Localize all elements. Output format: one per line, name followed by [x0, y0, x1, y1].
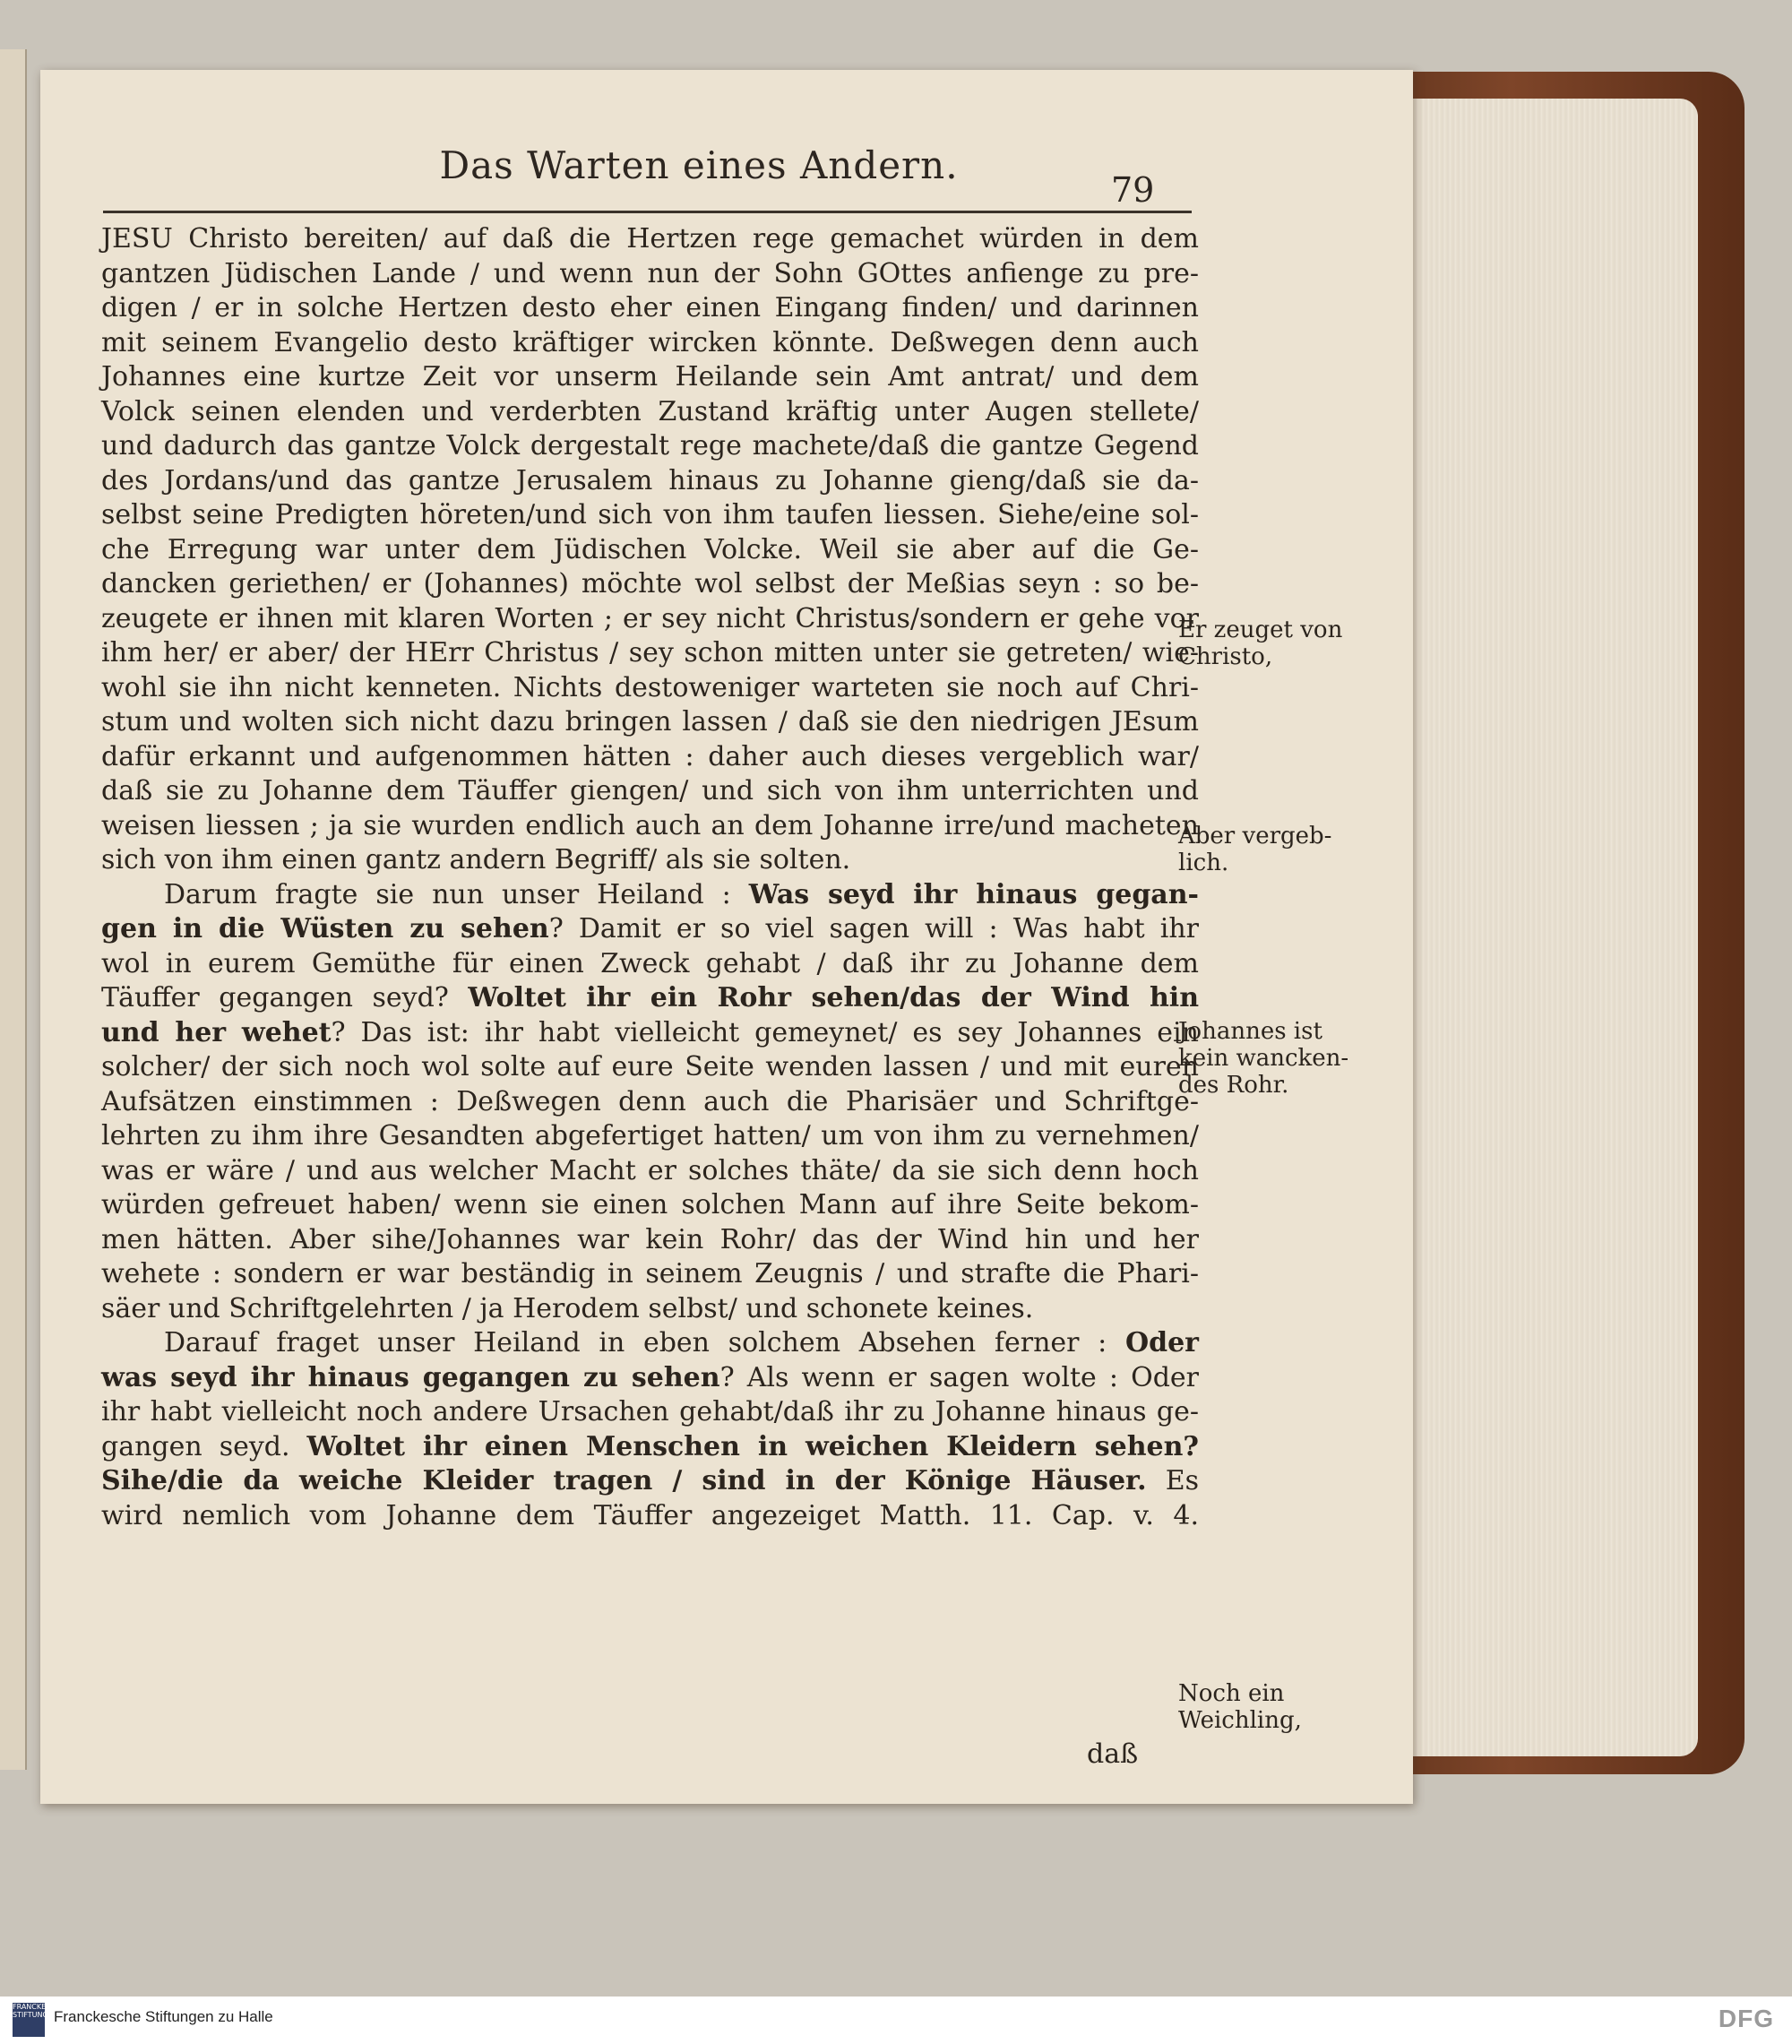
text-line: solcher/ der sich noch wol solte auf eure Seite wenden lassen / und mit euren [101, 1051, 1199, 1082]
text-line: Täuffer gegangen seyd? Woltet ihr ein Rohr sehen/das der Wind hin [101, 982, 1200, 1013]
text-line: Volck seinen elenden und verderbten Zustand kräftig unter Augen stellete/ [101, 395, 1199, 427]
margin-note: Er zeuget von Christo, [1178, 617, 1343, 670]
text-line: stum und wolten sich nicht dazu bringen lassen / daß sie den niedrigen JEsum [101, 706, 1199, 737]
margin-note: Noch ein Weichling, [1178, 1680, 1302, 1734]
text-line: wehete : sondern er war beständig in seinem Zeugnis / und strafte die Phari- [101, 1258, 1199, 1289]
text-line: dafür erkannt und aufgenommen hätten : daher auch dieses vergeblich war/ [101, 740, 1199, 772]
text-line: dancken geriethen/ er (Johannes) möchte wol selbst der Meßias seyn : so be- [101, 568, 1199, 599]
page-block-edges [1402, 99, 1698, 1756]
facing-page-edge [0, 49, 27, 1770]
text-line: was er wäre / und aus welcher Macht er solches thäte/ da sie sich denn hoch [101, 1154, 1199, 1186]
text-line: des Jordans/und das gantze Jerusalem hinaus zu Johanne gieng/daß sie da- [101, 464, 1199, 496]
text-line: wohl sie ihn nicht kenneten. Nichts destoweniger warteten sie noch auf Chri- [101, 671, 1199, 703]
text-line: gantzen Jüdischen Lande / und wenn nun der Sohn GOttes anfienge zu pre- [101, 257, 1199, 289]
text-line: Johannes eine kurtze Zeit vor unserm Heilande sein Amt antrat/ und dem [101, 361, 1199, 392]
text-line: selbst seine Predigten höreten/und sich von ihm taufen liessen. Siehe/eine sol- [101, 499, 1199, 530]
text-line: digen / er in solche Hertzen desto eher einen Eingang finden/ und darinnen [101, 292, 1199, 323]
institution-name[interactable]: Franckesche Stiftungen zu Halle [54, 2008, 273, 2025]
viewer-footer [0, 1997, 1792, 2044]
page-number: 79 [1111, 170, 1155, 210]
text-line: gangen seyd. Woltet ihr einen Menschen in weichen Kleidern sehen? [101, 1430, 1199, 1462]
body-text [101, 222, 1199, 1533]
text-line: ihm her/ er aber/ der HErr Christus / sey schon mitten unter sie getreten/ wie- [101, 637, 1199, 668]
text-line: lehrten zu ihm ihre Gesandten abgefertiget hatten/ um von ihm zu vernehmen/ [101, 1120, 1199, 1151]
text-line: daß sie zu Johanne dem Täuffer giengen/ und sich von ihm unterrichten und [101, 775, 1199, 806]
margin-note: Johannes ist kein wancken-des Rohr. [1178, 1018, 1349, 1099]
running-header: Das Warten eines Andern. [439, 143, 959, 187]
text-line: Sihe/die da weiche Kleider tragen / sind in der Könige Häuser. Es [101, 1465, 1199, 1496]
text-line: JESU Christo bereiten/ auf daß die Hertzen rege gemachet würden in dem [101, 223, 1199, 254]
text-line: che Erregung war unter dem Jüdischen Volcke. Weil sie aber auf die Ge- [101, 533, 1199, 565]
text-line: wol in eurem Gemüthe für einen Zweck gehabt / daß ihr zu Johanne dem [101, 947, 1199, 979]
book-page [40, 70, 1413, 1804]
text-line: Darauf fraget unser Heiland in eben solchem Absehen ferner : Oder [164, 1327, 1199, 1358]
text-line: gen in die Wüsten zu sehen? Damit er so viel sagen will : Was habt ihr [101, 913, 1200, 944]
text-line: wird nemlich vom Johanne dem Täuffer angezeiget Matth. 11. Cap. v. 4. [101, 1499, 1199, 1531]
catchword: daß [1087, 1738, 1139, 1770]
text-line: was seyd ihr hinaus gegangen zu sehen? Als wenn er sagen wolte : Oder [101, 1361, 1199, 1393]
institution-logo-icon[interactable]: FRANCKESCHE STIFTUNGEN [13, 2003, 45, 2037]
text-line: säer und Schriftgelehrten / ja Herodem selbst/ und schonete keines. [101, 1292, 1034, 1324]
text-line: Darum fragte sie nun unser Heiland : Was seyd ihr hinaus gegan- [164, 878, 1200, 910]
text-line: men hätten. Aber sihe/Johannes war kein Rohr/ das der Wind hin und her [101, 1223, 1199, 1255]
dfg-logo[interactable]: DFG [1718, 2005, 1774, 2032]
text-line: sich von ihm einen gantz andern Begriff/ als sie solten. [101, 844, 851, 875]
text-line: weisen liessen ; ja sie wurden endlich auch an dem Johanne irre/und macheten [101, 809, 1199, 841]
text-line: zeugete er ihnen mit klaren Worten ; er sey nicht Christus/sondern er gehe vor [101, 602, 1199, 634]
text-line: Aufsätzen einstimmen : Deßwegen denn auch die Pharisäer und Schriftge- [101, 1085, 1199, 1117]
text-line: ihr habt vielleicht noch andere Ursachen gehabt/daß ihr zu Johanne hinaus ge- [101, 1396, 1199, 1427]
text-line: und dadurch das gantze Volck dergestalt rege machete/daß die gantze Gegend [101, 430, 1199, 461]
header-rule [103, 211, 1192, 213]
text-line: mit seinem Evangelio desto kräftiger wircken könnte. Deßwegen denn auch [101, 326, 1199, 358]
margin-note: Aber vergeb-lich. [1178, 823, 1332, 876]
text-line: würden gefreuet haben/ wenn sie einen solchen Mann auf ihre Seite bekom- [101, 1189, 1199, 1220]
text-line: und her wehet? Das ist: ihr habt vielleicht gemeynet/ es sey Johannes ein [101, 1016, 1199, 1048]
